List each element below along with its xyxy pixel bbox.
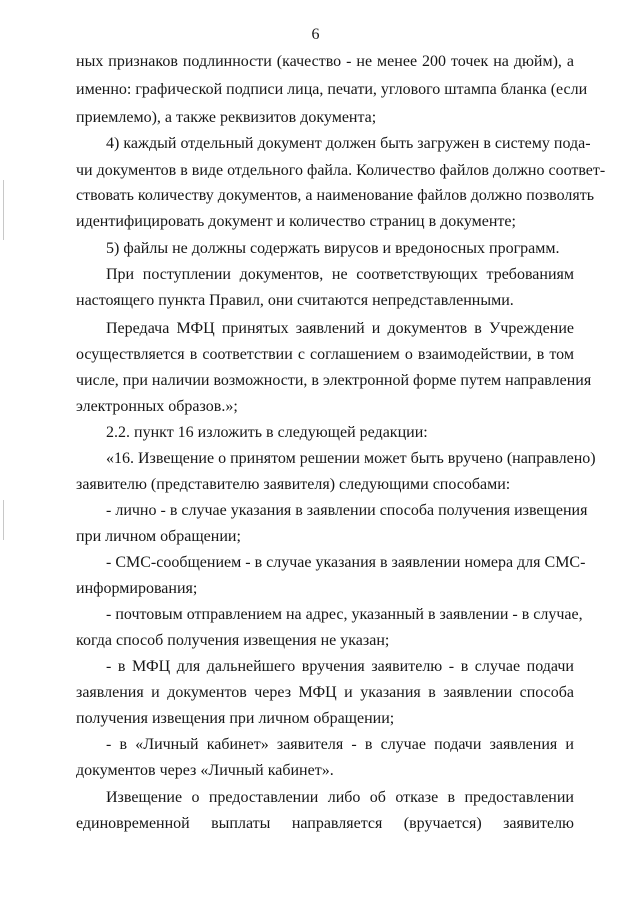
text-line: числе, при наличии возможности, в электронной форме путем направления <box>76 372 592 389</box>
scan-edge-mark <box>3 500 4 540</box>
text-line: Извещение о предоставлении либо об отказе в предоставлении <box>106 789 574 806</box>
text-line: - СМС-сообщением - в случае указания в заявлении номера для СМС- <box>106 554 586 571</box>
text-line: чи документов в виде отдельного файла. Количество файлов должно соответ- <box>76 162 606 179</box>
text-line: При поступлении документов, не соответствующих требованиям <box>106 266 574 283</box>
text-line: когда способ получения извещения не указан; <box>76 632 390 649</box>
text-line: «16. Извещение о принятом решении может быть вручено (направлено) <box>106 450 596 467</box>
text-line: осуществляется в соответствии с соглашением о взаимодействии, в том <box>76 346 574 363</box>
text-line: единовременной выплаты направляется (вручается) заявителю <box>76 815 574 832</box>
text-line: именно: графической подписи лица, печати, углового штампа бланка (если <box>76 81 588 98</box>
text-line: документов через «Личный кабинет». <box>76 762 334 779</box>
text-line: получения извещения при личном обращении; <box>76 710 395 727</box>
scan-edge-mark <box>3 180 4 240</box>
text-line: заявителю (представителю заявителя) следующими способами: <box>76 476 511 493</box>
text-line: Передача МФЦ принятых заявлений и документов в Учреждение <box>106 320 574 337</box>
text-line: настоящего пункта Правил, они считаются непредставленными. <box>76 292 514 309</box>
text-line: ных признаков подлинности (качество - не менее 200 точек на дюйм), а <box>76 53 574 70</box>
text-line: - почтовым отправлением на адрес, указанный в заявлении - в случае, <box>106 606 583 623</box>
text-line: 5) файлы не должны содержать вирусов и вредоносных программ. <box>106 240 560 257</box>
text-line: - в МФЦ для дальнейшего вручения заявителю - в случае подачи <box>106 658 574 675</box>
text-line: идентифицировать документ и количество страниц в документе; <box>76 213 516 230</box>
text-line: заявления и документов через МФЦ и указания в заявлении способа <box>76 684 574 701</box>
text-line: при личном обращении; <box>76 528 241 545</box>
page-number: 6 <box>311 26 320 43</box>
text-line: - в «Личный кабинет» заявителя - в случае подачи заявления и <box>106 736 574 753</box>
text-line: - лично - в случае указания в заявлении способа получения извещения <box>106 502 588 519</box>
text-line: электронных образов.»; <box>76 398 238 415</box>
text-line: ствовать количеству документов, а наименование файлов должно позволять <box>76 187 595 204</box>
text-line: информирования; <box>76 580 198 597</box>
text-line: 4) каждый отдельный документ должен быть загружен в систему пода- <box>106 135 591 152</box>
text-line: приемлемо), а также реквизитов документа; <box>76 109 377 126</box>
text-line: 2.2. пункт 16 изложить в следующей редакции: <box>106 424 428 441</box>
